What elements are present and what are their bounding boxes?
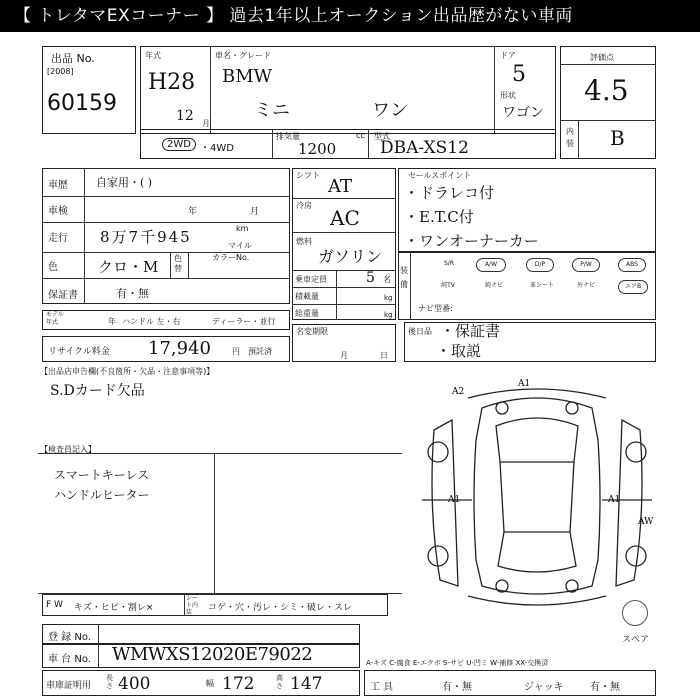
shift-value: AT [328,176,353,197]
history-label: 車歴 [48,180,68,191]
year-label: 年式 [145,51,161,60]
post-item-1: ・保証書 [440,322,501,340]
damage-legend: A-キズ C-腐食 E-エクボ S-サビ U-凹ミ W-補修 XX-交換済 [366,659,549,667]
handle-value: ハンドル 左・右 [122,317,181,326]
recycle-unit: 円 [232,347,240,356]
warranty-label: 保証書 [48,290,78,301]
jack-value: 有・無 [590,682,620,693]
grade-score: 4.5 [584,74,629,107]
recycle-deposit: 預託済 [248,347,272,356]
chassis-label: 車 台 No. [48,654,91,665]
car-damage-diagram [412,380,662,620]
chassis-number: WMWXS12020E79022 [112,644,313,665]
equip-tv: 純TV [441,282,455,289]
capacity-value: 5 [366,270,375,286]
name-change-day: 日 [380,351,388,360]
drive-2wd: 2WD [162,138,196,151]
color-value: クロ・M [98,258,159,276]
sales-item-3: ・ワンオーナーカー [404,232,539,250]
displacement-value: 1200 [298,140,337,158]
load-kg: kg [384,294,393,302]
height-label: 高さ [276,674,283,690]
km-unit: km [236,224,249,233]
name-label: 車名・グレード [215,51,271,60]
name-change-month: 月 [340,351,348,360]
lot-box [42,46,136,134]
nav-model-label: ナビ型番: [418,304,453,313]
shift-label: シフト [296,171,320,180]
name-change-label: 名変期限 [296,327,328,336]
length-value: 400 [118,674,151,694]
gross-label: 総重量 [295,309,319,318]
jack-label: ジャッキ [524,682,564,693]
equip-nav: 純ナビ [484,282,503,289]
recycle-amount: 17,940 [148,338,211,359]
model-code: DBA-XS12 [380,138,469,158]
grade-label: 評価点 [590,53,614,62]
equipment-label: 装備 [400,266,408,289]
inspector-line-1: スマートキーレス [54,468,150,482]
doors-value: 5 [512,62,526,87]
post-item-2: ・取説 [436,342,482,360]
fuel-label: 燃料 [296,237,312,246]
shape-label: 形状 [500,91,516,100]
color-change: 色替 [174,254,182,273]
mark-a2: A2 [452,387,465,397]
ac-value: AC [330,206,360,230]
seat-value: コゲ・穴・汚レ・シミ・破レ・スレ [208,603,353,613]
width-label: 幅 [206,679,214,688]
equip-aw: A/W [476,258,506,272]
equip-abs: ABS [618,258,646,272]
sales-item-2: ・E.T.C付 [404,208,474,226]
inspector-label: 【検査員記入】 [40,445,96,454]
mileage-label: 走行 [48,233,68,244]
mileage-value: 8万7千945 [100,228,192,246]
seat-label: シート内装 [186,595,199,616]
make-value: BMW [222,66,273,87]
fw-value: キズ・ヒビ・割レ× [74,603,154,613]
spare-label: スペア [622,635,650,645]
color-label: 色 [48,262,58,273]
lot-year-code: [2008] [47,67,74,76]
lot-number: 60159 [47,91,117,116]
ac-label: 冷房 [296,201,312,210]
model-year-label: モデル年式 [46,311,64,326]
certificate-label: 車庫証明用 [46,681,92,691]
inspection-label: 車検 [48,206,68,217]
displacement-label: 排気量 [276,132,300,141]
cc-unit: cc [356,131,365,140]
capacity-unit: 名 [383,275,391,284]
color-no-label: カラーNo. [212,253,250,262]
height-value: 147 [290,674,323,694]
equip-sr: S/R [444,260,454,267]
mark-aw: AW [638,517,654,527]
equip-pw: P/W [572,258,600,272]
model-year-unit: 年 [108,317,116,326]
warranty-value: 有・無 [116,287,149,300]
type-label: 型式 [374,132,390,141]
recycle-label: リサイクル料金 [48,347,110,357]
equip-dp: D/P [526,258,554,272]
doors-label: ドア [500,51,516,60]
drive-4wd: ・4WD [200,143,234,154]
inspection-month: 月 [250,207,260,217]
width-value: 172 [222,674,255,694]
inspection-year: 年 [188,207,198,217]
mile-unit: マイル [228,241,252,250]
interior-value: B [610,126,625,150]
spare-tire-icon [622,600,648,626]
month-unit: 月 [202,119,210,128]
mark-a1-top: A1 [518,379,531,389]
mark-a1-left: A1 [448,495,461,505]
post-items-label: 後日品 [408,327,432,336]
grade-value: ワン [372,100,408,121]
interior-label: 内装 [566,127,574,148]
month-value: 12 [176,108,194,124]
tools-label: 工 具 [370,682,394,693]
equip-airbag: エアB [618,280,648,294]
sales-item-1: ・ドラレコ付 [404,184,495,202]
header-banner: 【 トレタマEXコーナー 】 過去1年以上オークション出品歴がない車両 [0,0,700,32]
fw-label: F W [46,600,63,610]
capacity-label: 乗車定員 [295,275,327,284]
sales-label: セールスポイント [408,171,472,180]
length-label: 長さ [106,674,113,690]
history-value: 自家用・( ) [96,176,153,189]
equip-ext-nav: 外ナビ [576,282,595,289]
notes-text: S.Dカード欠品 [50,383,145,399]
tools-value: 有・無 [442,682,472,693]
year-value: H28 [148,70,196,95]
inspector-line-2: ハンドルヒーター [54,488,150,502]
model-value: ミニ [254,100,290,121]
fuel-value: ガソリン [318,247,383,266]
mark-a1-right: A1 [608,495,621,505]
gross-kg: kg [384,311,393,319]
lot-label: 出品 No. [51,52,95,65]
equip-leather: 革シート [529,282,554,289]
registration-label: 登 録 No. [48,632,91,643]
load-label: 積載量 [295,292,319,301]
dealer-value: ディーラー・並行 [212,317,276,326]
notes-label: 【出品店申告欄(不良箇所・欠品・注意事項等)】 [40,367,215,376]
shape-value: ワゴン [502,105,544,121]
